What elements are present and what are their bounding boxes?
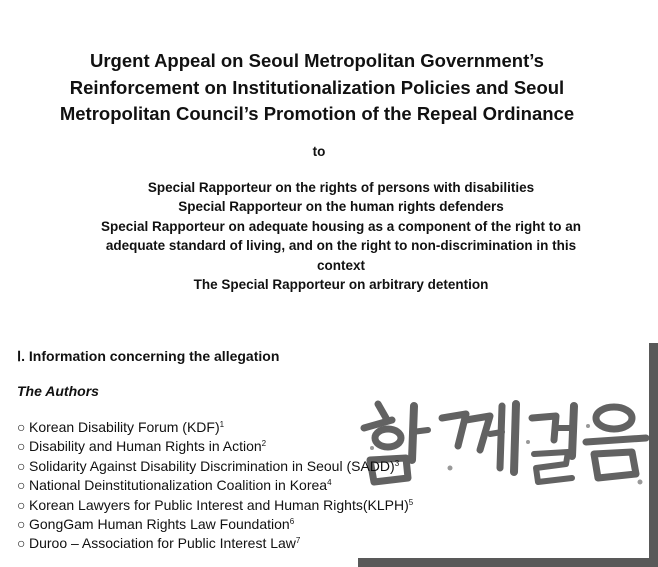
recipient-line: adequate standard of living, and on the right to non-discrimination in this bbox=[105, 238, 577, 254]
bullet-icon: ○ bbox=[17, 535, 26, 552]
recipient-line: Special Rapporteur on the rights of persons with disabilities bbox=[147, 180, 535, 195]
list-item bbox=[17, 496, 413, 515]
list-item bbox=[17, 534, 413, 553]
footnote-marker[interactable]: 7 bbox=[295, 536, 301, 546]
author-name: Duroo – Association for Public Interest Law bbox=[29, 535, 296, 552]
footnote-marker[interactable]: 2 bbox=[261, 439, 267, 449]
title-line: Urgent Appeal on Seoul Metropolitan Government’s bbox=[90, 50, 544, 71]
frame-bottom-border bbox=[358, 558, 658, 567]
authors-heading: The Authors bbox=[17, 383, 99, 399]
bullet-icon: ○ bbox=[17, 419, 26, 435]
bullet-icon: ○ bbox=[17, 516, 26, 533]
author-name: Korean Lawyers for Public Interest and Human Rights(KLPH) bbox=[29, 496, 409, 513]
footnote-marker[interactable]: 5 bbox=[408, 497, 414, 507]
bullet-icon: ○ bbox=[17, 457, 26, 474]
list-item bbox=[17, 515, 413, 534]
author-name: National Deinstitutionalization Coalition in Korea bbox=[29, 477, 328, 494]
list-item bbox=[17, 418, 413, 437]
author-name: GongGam Human Rights Law Foundation bbox=[29, 516, 290, 533]
recipient-list bbox=[0, 178, 658, 294]
bullet-icon: ○ bbox=[17, 496, 26, 513]
bullet-icon: ○ bbox=[17, 438, 26, 455]
footnote-marker[interactable]: 4 bbox=[327, 478, 332, 488]
title-line: Reinforcement on Institutionalization Policies and Seoul bbox=[69, 76, 565, 98]
list-item bbox=[17, 437, 413, 456]
document-title bbox=[0, 48, 634, 128]
author-name: Solidarity Against Disability Discrimination in Seoul (SADD) bbox=[29, 457, 395, 474]
list-item bbox=[17, 476, 413, 495]
list-item bbox=[17, 457, 413, 476]
footnote-marker[interactable]: 6 bbox=[289, 517, 295, 527]
recipient-line: context bbox=[316, 257, 365, 273]
section-heading: Ⅰ. Information concerning the allegation bbox=[17, 348, 280, 364]
author-name: Korean Disability Forum (KDF) bbox=[29, 419, 220, 435]
recipient-line: Special Rapporteur on the human rights defenders bbox=[178, 199, 504, 215]
title-line: Metropolitan Council’s Promotion of the Repeal Ordinance bbox=[59, 103, 575, 124]
footnote-marker[interactable]: 3 bbox=[394, 458, 400, 468]
author-name: Disability and Human Rights in Action bbox=[29, 438, 262, 455]
bullet-icon: ○ bbox=[17, 477, 26, 494]
footnote-marker[interactable]: 1 bbox=[219, 420, 225, 429]
authors-list bbox=[17, 418, 413, 554]
recipient-line: The Special Rapporteur on arbitrary detention bbox=[193, 277, 489, 293]
recipient-line: Special Rapporteur on adequate housing as a component of the right to an bbox=[100, 218, 582, 234]
to-label: to bbox=[312, 144, 326, 159]
frame-right-border bbox=[649, 343, 658, 567]
